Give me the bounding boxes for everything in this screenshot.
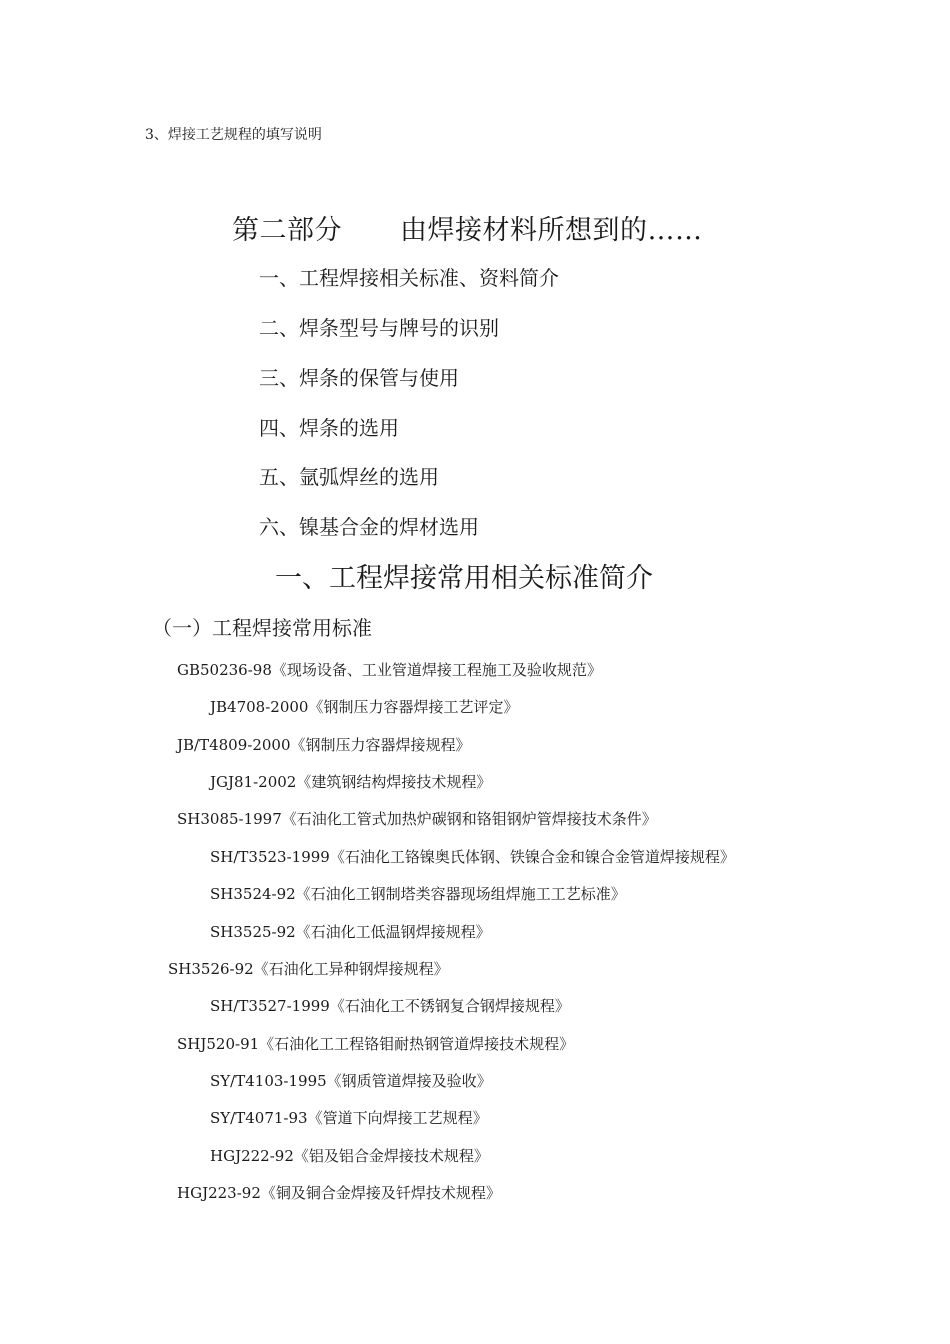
top-note: 3、焊接工艺规程的填写说明 [145, 127, 322, 143]
toc-item: 五、氩弧焊丝的选用 [259, 465, 439, 489]
standard-item: SH3524-92《石油化工钢制塔类容器现场组焊施工工艺标准》 [210, 885, 626, 903]
toc-item: 二、焊条型号与牌号的识别 [259, 316, 499, 340]
standard-item: SH3085-1997《石油化工管式加热炉碳钢和铬钼钢炉管焊接技术条件》 [177, 810, 657, 828]
part-title-label: 第二部分 [232, 215, 342, 246]
toc-item: 一、工程焊接相关标准、资料简介 [259, 266, 559, 290]
standard-item: JB4708-2000《钢制压力容器焊接工艺评定》 [210, 698, 519, 716]
section-heading: 一、工程焊接常用相关标准简介 [275, 563, 653, 594]
toc-item: 三、焊条的保管与使用 [259, 366, 459, 390]
part-title [232, 208, 703, 247]
part-title-text: 由焊接材料所想到的…… [400, 215, 703, 246]
standard-item: JGJ81-2002《建筑钢结构焊接技术规程》 [210, 773, 492, 791]
toc-item: 四、焊条的选用 [259, 416, 399, 440]
standard-item: JB/T4809-2000《钢制压力容器焊接规程》 [177, 736, 471, 754]
standard-item: GB50236-98《现场设备、工业管道焊接工程施工及验收规范》 [177, 661, 602, 679]
standard-item: SY/T4103-1995《钢质管道焊接及验收》 [210, 1072, 492, 1090]
standard-item: SH3525-92《石油化工低温钢焊接规程》 [210, 923, 491, 941]
standard-item: SY/T4071-93《管道下向焊接工艺规程》 [210, 1109, 488, 1127]
standard-item: SHJ520-91《石油化工工程铬钼耐热钢管道焊接技术规程》 [177, 1035, 575, 1053]
standard-item: HGJ222-92《铝及铝合金焊接技术规程》 [210, 1147, 489, 1165]
standard-item: SH/T3523-1999《石油化工铬镍奥氏体钢、铁镍合金和镍合金管道焊接规程》 [210, 848, 735, 866]
standard-item: SH/T3527-1999《石油化工不锈钢复合钢焊接规程》 [210, 997, 570, 1015]
standard-item: HGJ223-92《铜及铜合金焊接及钎焊技术规程》 [177, 1184, 501, 1202]
sub-heading: （一）工程焊接常用标准 [152, 616, 372, 640]
standard-item: SH3526-92《石油化工异种钢焊接规程》 [168, 960, 449, 978]
toc-item: 六、镍基合金的焊材选用 [259, 515, 479, 539]
